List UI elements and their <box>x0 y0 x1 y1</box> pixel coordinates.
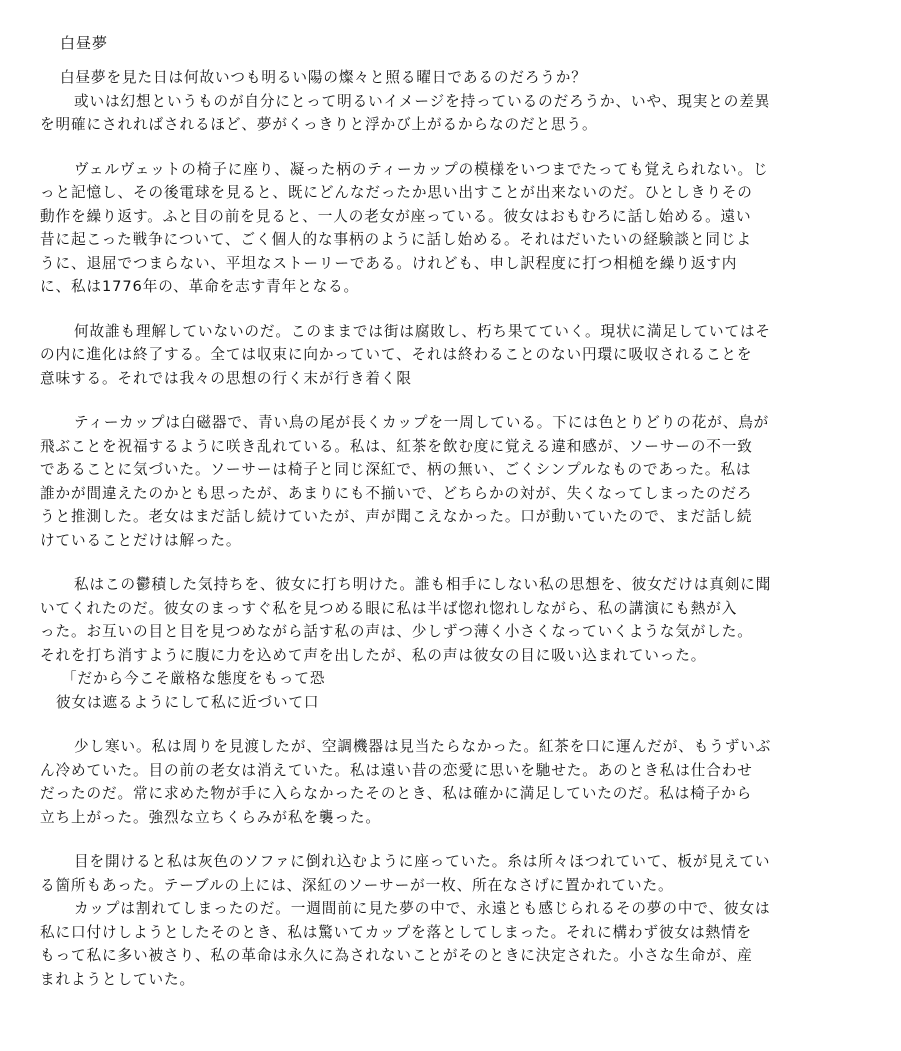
text-line: 飛ぶことを祝福するように咲き乱れている。私は、紅茶を飲む度に覚える違和感が、ソーサーの不一致 <box>40 437 753 455</box>
text-line: 彼女は遮るようにして私に近づいて口 <box>56 693 320 711</box>
text-line: カップは割れてしまったのだ。一週間前に見た夢の中で、永遠とも感じられるその夢の中で、彼女は <box>74 900 771 917</box>
paragraph-5 <box>40 573 860 714</box>
text-line: まれようとしていた。 <box>40 970 195 988</box>
text-line: を明確にされればされるほど、夢がくっきりと浮かび上がるからなのだと思う。 <box>40 116 598 133</box>
text-line: 目を開けると私は灰色のソファに倒れ込むように座っていた。糸は所々ほつれていて、板が見えてい <box>74 853 771 870</box>
text-line: る箇所もあった。テーブルの上には、深紅のソーサーが一枚、所在なさげに置かれていた。 <box>40 876 674 894</box>
paragraph-1 <box>40 66 860 137</box>
text-line: いてくれたのだ。彼女のまっすぐ私を見つめる眼に私は半ば惚れ惚れしながら、私の講演にも熱が入 <box>40 599 738 617</box>
text-line: うに、退屈でつまらない、平坦なストーリーである。けれども、申し訳程度に打つ相槌を繰り返す内 <box>40 254 738 272</box>
paragraph-2 <box>40 158 860 299</box>
text-line: 何故誰も理解していないのだ。このままでは街は腐敗し、朽ち果てていく。現状に満足していてはそ <box>74 322 771 340</box>
paragraph-7 <box>40 850 860 991</box>
dialogue-line: 「だから今こそ厳格な態度をもって恐 <box>62 670 326 687</box>
text-line: うと推測した。老女はまだ話し続けていたが、声が聞こえなかった。口が動いていたので、まだ話し続 <box>40 508 753 525</box>
paragraph-3 <box>40 320 860 391</box>
text-line: であることに気づいた。ソーサーは椅子と同じ深紅で、柄の無い、ごくシンプルなものであった。私は <box>40 461 752 478</box>
text-line: 私はこの鬱積した気持ちを、彼女に打ち明けた。誰も相手にしない私の思想を、彼女だけは真剣に聞 <box>74 576 772 593</box>
text-line: 立ち上がった。強烈な立ちくらみが私を襲った。 <box>40 808 381 826</box>
text-line: もって私に多い被さり、私の革命は永久に為されないことがそのときに決定された。小さな生命が、産 <box>40 947 753 964</box>
paragraph-6 <box>40 735 860 829</box>
text-line: 意味する。それでは我々の思想の行く末が行き着く限 <box>40 369 412 387</box>
document-title: 白昼夢 <box>60 34 109 52</box>
text-line: 誰かが間違えたのかとも思ったが、あまりにも不揃いで、どちらかの対が、失くなってしまったのだろ <box>40 484 753 502</box>
text-line: った。お互いの目と目を見つめながら話す私の声は、少しずつ薄く小さくなっていくような気がした。 <box>40 623 753 640</box>
text-line: だったのだ。常に求めた物が手に入らなかったそのとき、私は確かに満足していたのだ。私は椅子から <box>40 785 753 802</box>
text-line: 私に口付けしようとしたそのとき、私は驚いてカップを落としてしまった。それに構わず彼女は熱情を <box>40 923 752 941</box>
text-line: ヴェルヴェットの椅子に座り、凝った柄のティーカップの模様をいつまでたっても覚えられない。じ <box>74 160 769 178</box>
text-line: ティーカップは白磁器で、青い鳥の尾が長くカップを一周している。下には色とりどりの花が、鳥が <box>74 414 770 431</box>
text-line: に、私は1776年の、革命を志す青年となる。 <box>40 278 360 295</box>
text-line: 或いは幻想というものが自分にとって明るいイメージを持っているのだろうか、いや、現実との差異 <box>74 92 771 110</box>
paragraph-4 <box>40 411 860 552</box>
text-line: それを打ち消すように腹に力を込めて声を出したが、私の声は彼女の目に吸い込まれていった。 <box>40 646 707 664</box>
text-line: っと記憶し、その後電球を見ると、既にどんなだったか思い出すことが出来ないのだ。ひとしきりその <box>40 184 753 201</box>
text-line: 少し寒い。私は周りを見渡したが、空調機器は見当たらなかった。紅茶を口に運んだが、もうずいぶ <box>74 738 772 755</box>
text-line: 昔に起こった戦争について、ごく個人的な事柄のように話し始める。それはだいたいの経験談と同じよ <box>40 231 752 248</box>
text-line: の内に進化は終了する。全ては収束に向かっていて、それは終わることのない円環に吸収されることを <box>40 346 753 363</box>
text-line: けていることだけは解った。 <box>40 531 242 549</box>
text-line: ん冷めていた。目の前の老女は消えていた。私は遠い昔の恋愛に思いを馳せた。あのとき私は仕合わせ <box>40 761 753 779</box>
document-page <box>40 30 860 991</box>
text-line: 動作を繰り返す。ふと目の前を見ると、一人の老女が座っている。彼女はおもむろに話し始める。遠い <box>40 207 752 225</box>
text-line: 白昼夢を見た日は何故いつも明るい陽の燦々と照る曜日であるのだろうか？ <box>60 69 587 86</box>
